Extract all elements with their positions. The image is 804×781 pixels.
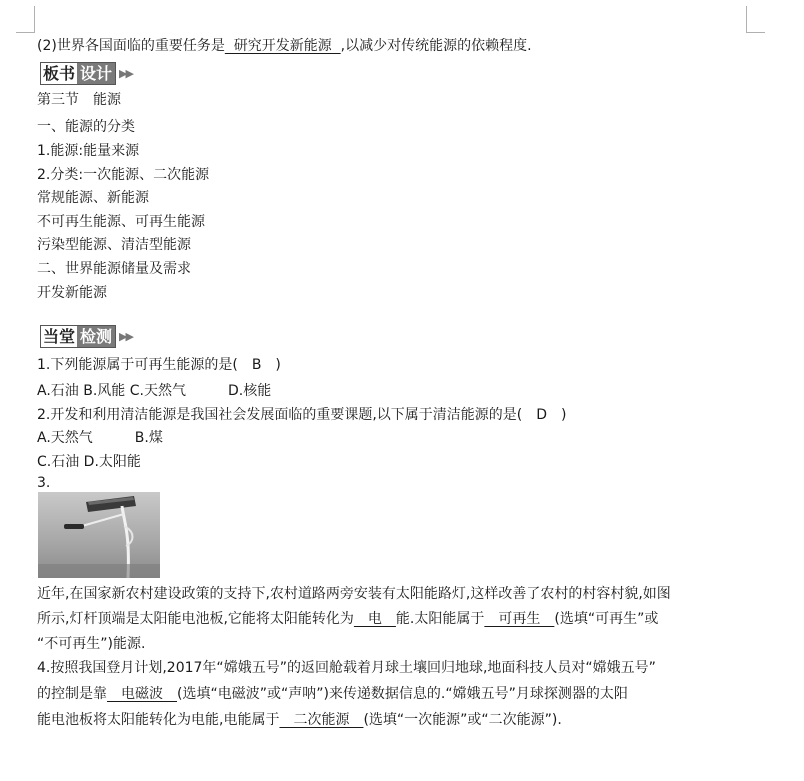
board-section-title: 第三节 能源 xyxy=(37,92,121,108)
question-4-blank-1: 电磁波 xyxy=(107,686,177,702)
question-3-text-line-2 xyxy=(37,609,658,629)
question-2-options-b: C.石油 D.太阳能 xyxy=(37,454,141,470)
question-2-options-a: A.天然气 B.煤 xyxy=(37,430,163,446)
question-3-blank-1: 电 xyxy=(353,611,396,627)
question-4-text: (选填“电磁波”或“声呐”)来传递数据信息的.“嫦娥五号”月球探测器的太阳 xyxy=(177,686,628,702)
test-banner-part2: 检测 xyxy=(77,326,115,347)
intro-line xyxy=(37,36,532,56)
question-4-blank-2: 二次能源 xyxy=(279,712,364,728)
question-3-number: 3. xyxy=(37,475,51,491)
question-4-text: 的控制是靠 xyxy=(37,686,107,702)
board-line: 不可再生能源、可再生能源 xyxy=(37,214,205,230)
question-3-text: (选填“可再生”或 xyxy=(554,611,659,627)
test-banner-part1: 当堂 xyxy=(43,327,76,346)
board-banner-part1: 板书 xyxy=(43,64,76,83)
question-4-text: 能电池板将太阳能转化为电能,电能属于 xyxy=(37,712,280,728)
board-line: 2.分类:一次能源、二次能源 xyxy=(37,167,210,183)
double-arrow-icon: ▶▶ xyxy=(119,67,132,80)
question-2-stem: 2.开发和利用清洁能源是我国社会发展面临的重要课题,以下属于清洁能源的是( D ) xyxy=(37,407,567,423)
board-line: 1.能源:能量来源 xyxy=(37,143,140,159)
margin-corner-mark-right xyxy=(746,6,765,33)
intro-prefix: (2)世界各国面临的重要任务是 xyxy=(37,38,225,54)
margin-corner-mark-left xyxy=(16,6,35,33)
question-4-text-line-2 xyxy=(37,684,628,704)
question-4-text-line-3 xyxy=(37,710,562,730)
board-line: 污染型能源、清洁型能源 xyxy=(37,237,191,253)
intro-suffix: ,以减少对传统能源的依赖程度. xyxy=(340,38,532,54)
solar-street-lamp-photo xyxy=(38,492,160,578)
solar-street-lamp-image xyxy=(38,492,160,578)
question-3-text-line-3: “不可再生”)能源. xyxy=(37,636,146,652)
question-4-text: (选填“一次能源”或“二次能源”). xyxy=(363,712,562,728)
question-1-stem: 1.下列能源属于可再生能源的是( B ) xyxy=(37,357,281,373)
intro-answer-blank: 研究开发新能源 xyxy=(224,38,341,54)
board-line: 二、世界能源储量及需求 xyxy=(37,261,191,277)
board-line: 一、能源的分类 xyxy=(37,119,135,135)
question-1-options: A.石油 B.风能 C.天然气 D.核能 xyxy=(37,383,272,399)
class-test-banner xyxy=(40,325,132,348)
double-arrow-icon: ▶▶ xyxy=(119,330,132,343)
question-3-text-line-1: 近年,在国家新农村建设政策的支持下,农村道路两旁安装有太阳能路灯,这样改善了农村的村容村貌,如图 xyxy=(37,586,671,602)
question-4-text-line-1: 4.按照我国登月计划,2017年“嫦娥五号”的返回舱载着月球土壤回归地球,地面科技人员对“嫦娥五号” xyxy=(37,660,656,676)
question-3-text: 所示,灯杆顶端是太阳能电池板,它能将太阳能转化为 xyxy=(37,611,354,627)
board-design-banner xyxy=(40,62,132,85)
board-banner-part2: 设计 xyxy=(77,63,115,84)
board-line: 常规能源、新能源 xyxy=(37,190,149,206)
question-3-text: 能.太阳能属于 xyxy=(395,611,485,627)
question-3-blank-2: 可再生 xyxy=(484,611,555,627)
board-line: 开发新能源 xyxy=(37,285,107,301)
